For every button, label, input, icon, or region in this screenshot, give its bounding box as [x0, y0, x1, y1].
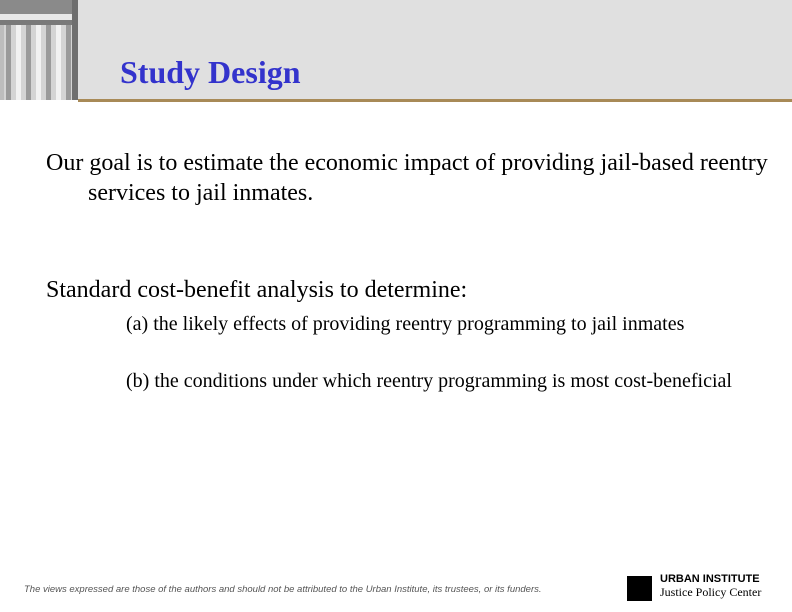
- column-pillar-icon: [0, 0, 78, 100]
- slide-header: [0, 0, 792, 100]
- paragraph-goal: Our goal is to estimate the economic impact of providing jail-based reentry services to jail inmates.: [46, 150, 768, 206]
- header-rule: [78, 99, 792, 102]
- paragraph-method: Standard cost-benefit analysis to determine:: [46, 277, 468, 303]
- org-name: URBAN INSTITUTE: [660, 573, 760, 585]
- org-center: Justice Policy Center: [660, 585, 762, 599]
- footer-disclaimer: The views expressed are those of the authors and should not be attributed to the Urban Institute, its trustees, or its funders.: [24, 584, 542, 595]
- urban-institute-logo-icon: [627, 576, 652, 601]
- subitem-a: (a) the likely effects of providing reentry programming to jail inmates: [126, 313, 685, 335]
- subitem-b: (b) the conditions under which reentry programming is most cost-beneficial: [126, 370, 732, 392]
- slide-title: Study Design: [120, 54, 301, 90]
